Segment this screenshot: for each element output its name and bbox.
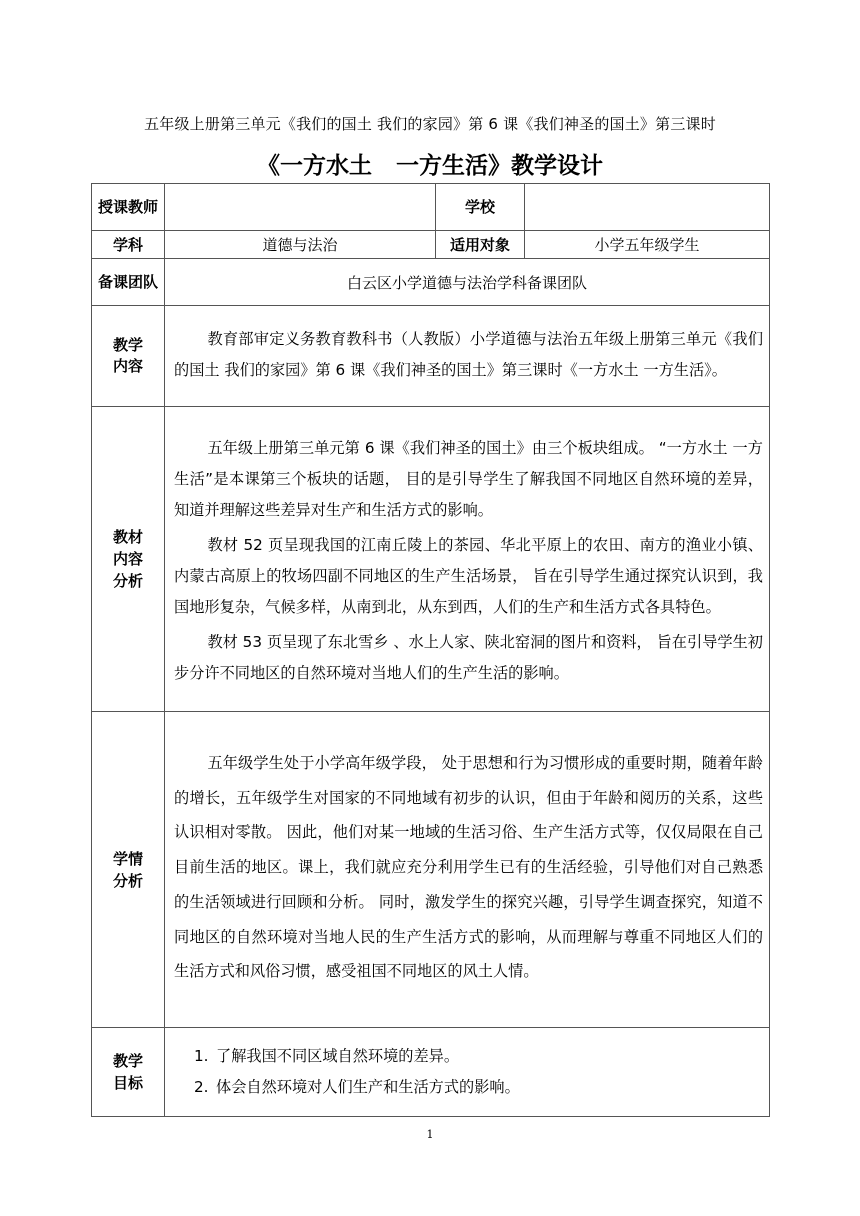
analysis-label: 教材内容分析 (92, 407, 165, 712)
goal-item: 2. 体会自然环境对人们生产和生活方式的影响。 (194, 1078, 520, 1096)
school-label: 学校 (436, 184, 525, 231)
goals-list (174, 1041, 763, 1103)
team-row (92, 259, 770, 306)
teacher-value (165, 184, 436, 231)
analysis-paragraph: 五年级上册第三单元第 6 课《我们神圣的国土》由三个板块组成。 “一方水土 一方生活”是本课第三个板块的话题， 目的是引导学生了解我国不同地区自然环境的差异，知道并理解这些差异对生产和生活方式的影响。 (174, 439, 763, 519)
audience-value: 小学五年级学生 (525, 231, 770, 259)
analysis-paragraph: 教材 53 页呈现了东北雪乡 、水上人家、陕北窑洞的图片和资料， 旨在引导学生初步分许不同地区的自然环境对当地人们的生产生活的影响。 (174, 633, 763, 682)
analysis-row (92, 407, 770, 712)
teacher-row (92, 184, 770, 231)
content-label: 教学内容 (92, 306, 165, 407)
page-number: 1 (426, 1128, 434, 1141)
goals-cell (165, 1028, 770, 1117)
subject-label: 学科 (92, 231, 165, 259)
content-text: 教育部审定义务教育教科书（人教版）小学道德与法治五年级上册第三单元《我们的国土 我们的家园》第 6 课《我们神圣的国土》第三课时《一方水土 一方生活》。 (174, 330, 763, 379)
content-row (92, 306, 770, 407)
learner-label: 学情分析 (92, 712, 165, 1028)
audience-label: 适用对象 (436, 231, 525, 259)
teacher-label: 授课教师 (92, 184, 165, 231)
lesson-plan-table (91, 183, 770, 1117)
goals-label: 教学目标 (92, 1028, 165, 1117)
team-label: 备课团队 (92, 259, 165, 306)
analysis-cell (165, 407, 770, 712)
learner-row (92, 712, 770, 1028)
team-value: 白云区小学道德与法治学科备课团队 (165, 259, 770, 306)
analysis-paragraph: 教材 52 页呈现我国的江南丘陵上的茶园、华北平原上的农田、南方的渔业小镇、内蒙古高原上的牧场四副不同地区的生产生活场景， 旨在引导学生通过探究认识到，我国地形复杂，气候多样，从南到北，从东到西，人们的生产和生活方式各具特色。 (174, 536, 763, 616)
goals-row (92, 1028, 770, 1117)
lesson-title: 《一方水土 一方生活》教学设计 (256, 153, 604, 179)
content-cell (165, 306, 770, 407)
goal-item: 1. 了解我国不同区域自然环境的差异。 (194, 1047, 459, 1065)
subject-value: 道德与法治 (165, 231, 436, 259)
subject-row (92, 231, 770, 259)
learner-text: 五年级学生处于小学高年级学段， 处于思想和行为习惯形成的重要时期，随着年龄的增长，五年级学生对国家的不同地域有初步的认识，但由于年龄和阅历的关系，这些认识相对零散。 因此，他们对某一地域的生活习俗、生产生活方式等，仅仅局限在自己目前生活的地区。课上，我们就应充分利用学生已有的生活经验，引导他们对自己熟悉的生活领域进行回顾和分析。 同时，激发学生的探究兴趣，引导学生调查探究，知道不同地区的自然环境对当地人民的生产生活方式的影响，从而理解与尊重不同地区人们的生活方式和风俗习惯，感受祖国不同地区的风土人情。 (174, 754, 763, 981)
lesson-subtitle: 五年级上册第三单元《我们的国土 我们的家园》第 6 课《我们神圣的国土》第三课时 (144, 115, 716, 133)
school-value (525, 184, 770, 231)
learner-cell (165, 712, 770, 1028)
